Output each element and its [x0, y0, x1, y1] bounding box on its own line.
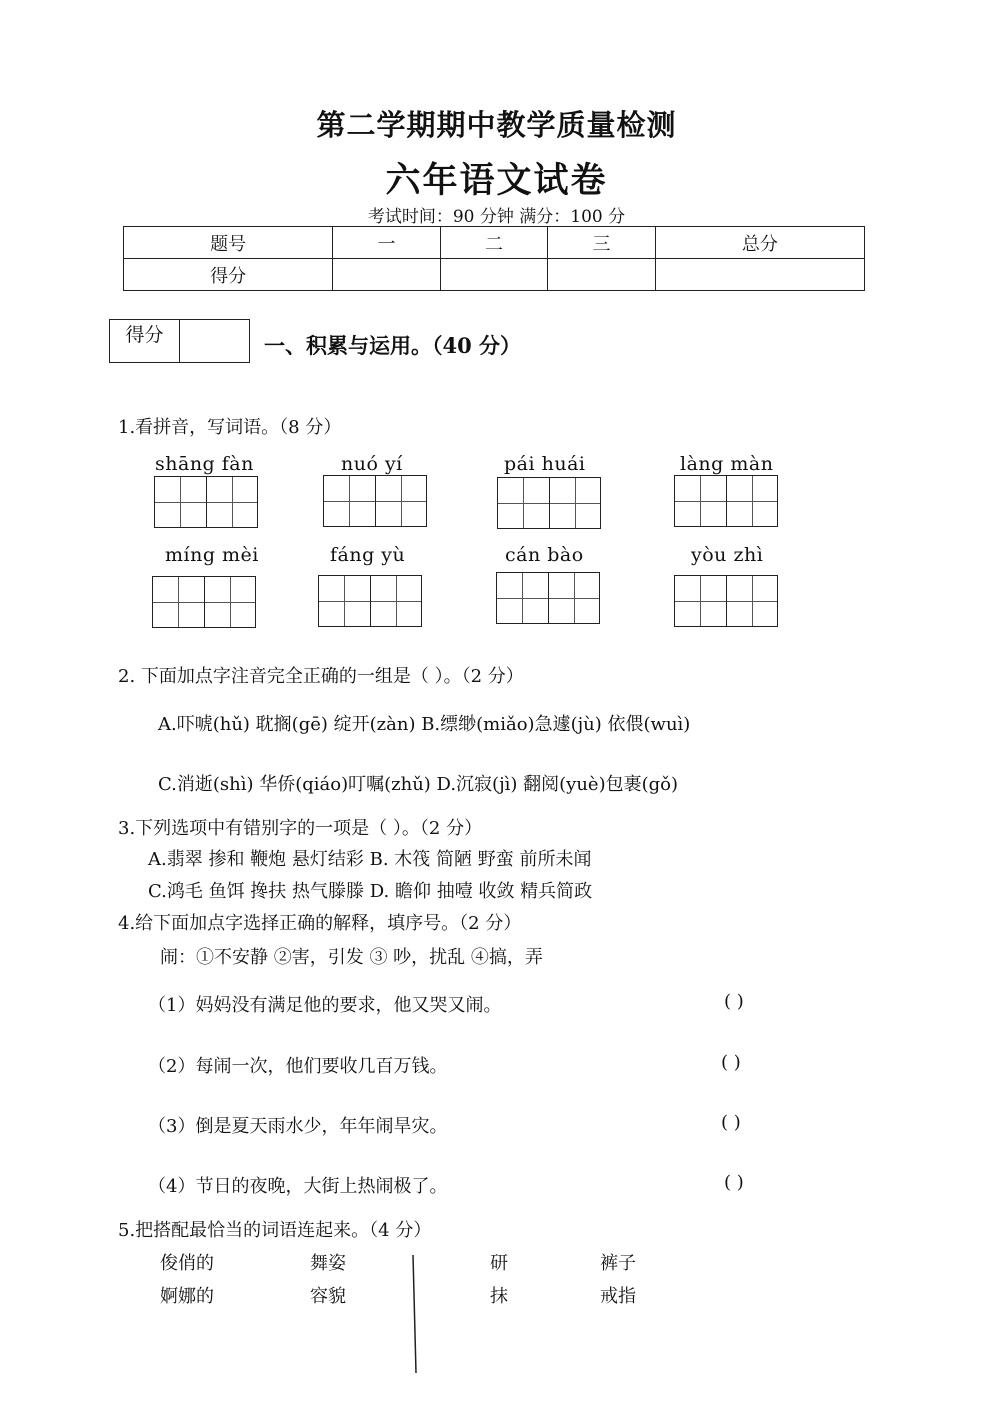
match-word[interactable]: 容貌: [310, 1286, 346, 1307]
question-4-item: （3）倒是夏天雨水少，年年闹旱灾。: [148, 1116, 448, 1137]
score-cell[interactable]: [333, 259, 440, 291]
answer-blank[interactable]: ( ): [721, 1112, 741, 1133]
score-table-header-row: [124, 227, 865, 259]
writing-grid[interactable]: [497, 477, 601, 529]
answer-blank[interactable]: ( ): [721, 1052, 741, 1073]
question-4-definitions: 闹：①不安静 ②害，引发 ③ 吵，扰乱 ④搞，弄: [160, 947, 543, 968]
answer-blank[interactable]: ( ): [724, 991, 744, 1012]
section-score-box: [109, 319, 250, 363]
question-2-options-ab: A.吓唬(hǔ) 耽搁(gē) 绽开(zàn) B.缥缈(miǎo)急遽(jù) 依偎(wuì): [158, 714, 691, 735]
match-word[interactable]: 研: [490, 1253, 508, 1274]
pinyin-label: pái huái: [504, 453, 586, 475]
question-3-options-ab: A.翡翠 掺和 鞭炮 悬灯结彩 B. 木筏 简陋 野蛮 前所未闻: [148, 849, 592, 870]
question-4-item: （2）每闹一次，他们要收几百万钱。: [148, 1056, 448, 1077]
score-cell[interactable]: [548, 259, 655, 291]
score-row-label: 得分: [124, 259, 333, 291]
score-table-score-row: [124, 259, 865, 291]
question-2-prompt: 2. 下面加点字注音完全正确的一组是（ ）。（2 分）: [118, 666, 524, 687]
writing-grid[interactable]: [152, 576, 256, 628]
answer-blank[interactable]: ( ): [724, 1172, 744, 1193]
question-5-prompt: 5.把搭配最恰当的词语连起来。（4 分）: [118, 1220, 432, 1241]
score-header-cell: 二: [440, 227, 547, 259]
match-word[interactable]: 婀娜的: [160, 1286, 214, 1307]
section-title: 一、积累与运用。（40 分）: [264, 333, 522, 358]
question-4-item: （1）妈妈没有满足他的要求，他又哭又闹。: [148, 995, 502, 1016]
writing-grid[interactable]: [154, 476, 258, 528]
writing-grid[interactable]: [323, 475, 427, 527]
question-3-prompt: 3.下列选项中有错别字的一项是（ ）。（2 分）: [118, 818, 483, 839]
score-header-cell: 三: [548, 227, 655, 259]
match-word[interactable]: 俊俏的: [160, 1253, 214, 1274]
question-1-prompt: 1.看拼音，写词语。（8 分）: [118, 417, 342, 438]
pinyin-label: làng màn: [680, 453, 774, 475]
match-word[interactable]: 裤子: [600, 1253, 636, 1274]
section-score-label: 得分: [110, 320, 180, 362]
score-cell[interactable]: [655, 259, 864, 291]
question-2-options-cd: C.消逝(shì) 华侨(qiáo)叮嘱(zhǔ) D.沉寂(jì) 翻阅(yuè)包裹(gǒ): [158, 774, 679, 795]
paper-title: 六年语文试卷: [385, 160, 608, 201]
score-cell[interactable]: [440, 259, 547, 291]
pinyin-label: shāng fàn: [155, 453, 254, 475]
pinyin-label: fáng yù: [330, 544, 406, 566]
match-word[interactable]: 戒指: [600, 1286, 636, 1307]
writing-grid[interactable]: [496, 572, 600, 624]
question-4-item: （4）节日的夜晚，大街上热闹极了。: [148, 1176, 448, 1197]
exam-info: 考试时间：90 分钟 满分：100 分: [367, 207, 626, 227]
pinyin-label: nuó yí: [341, 453, 403, 475]
question-4-prompt: 4.给下面加点字选择正确的解释，填序号。（2 分）: [118, 913, 522, 934]
score-header-cell: 总分: [655, 227, 864, 259]
match-word[interactable]: 抹: [490, 1286, 508, 1307]
pinyin-label: cán bào: [505, 544, 584, 566]
pinyin-label: yòu zhì: [691, 544, 764, 566]
writing-grid[interactable]: [674, 575, 778, 627]
score-header-cell: 题号: [124, 227, 333, 259]
score-table: [123, 226, 865, 291]
column-divider: [412, 1255, 417, 1373]
writing-grid[interactable]: [674, 475, 778, 527]
pinyin-label: míng mèi: [165, 544, 259, 566]
exam-title: 第二学期期中教学质量检测: [316, 108, 677, 142]
score-header-cell: 一: [333, 227, 440, 259]
match-word[interactable]: 舞姿: [310, 1253, 346, 1274]
writing-grid[interactable]: [318, 575, 422, 627]
question-3-options-cd: C.鸿毛 鱼饵 搀扶 热气滕滕 D. 瞻仰 抽噎 收敛 精兵简政: [148, 881, 593, 902]
